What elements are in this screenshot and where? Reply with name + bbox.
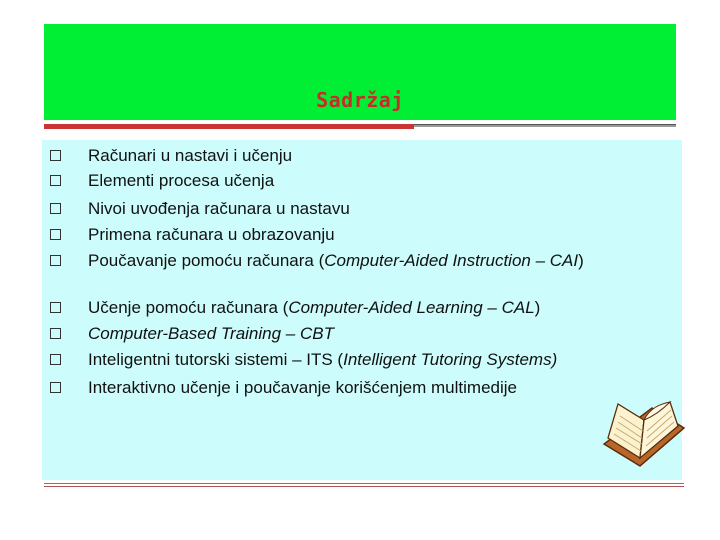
title-accent-rule: [44, 124, 414, 129]
text-segment: Inteligentni tutorski sistemi – ITS (: [88, 350, 344, 369]
list-item-text: [88, 169, 658, 192]
square-bullet-icon: [50, 150, 61, 161]
text-segment: Poučavanje pomoću računara (: [88, 251, 325, 270]
text-segment: ): [578, 251, 584, 270]
italic-text: Computer-Aided Instruction – CAI: [324, 251, 579, 270]
square-bullet-icon: [50, 328, 61, 339]
square-bullet-icon: [50, 382, 61, 393]
text-segment: Elementi procesa učenja: [88, 171, 275, 190]
italic-text: Intelligent Tutoring Systems): [343, 350, 558, 369]
square-bullet-icon: [50, 203, 61, 214]
slide-title: Sadržaj: [316, 88, 404, 112]
list-item-text: [88, 322, 658, 345]
list-item-text: [88, 348, 658, 371]
text-segment: Interaktivno učenje i poučavanje korišćenjem multimedije: [88, 378, 517, 397]
text-segment: Primena računara u obrazovanju: [88, 225, 335, 244]
list-item-text: [88, 144, 658, 167]
open-book-icon: [600, 398, 686, 472]
text-segment: ): [534, 298, 541, 317]
text-segment: Učenje pomoću računara (: [88, 298, 289, 317]
list-item-text: [88, 296, 658, 319]
list-item-text: [88, 197, 658, 220]
text-segment: Nivoi uvođenja računara u nastavu: [88, 199, 350, 218]
list-item-text: [88, 223, 658, 246]
list-item-text: [88, 376, 658, 399]
list-item-text: [88, 249, 658, 272]
bottom-rule: [44, 483, 684, 484]
bottom-accent-rule: [44, 486, 684, 487]
square-bullet-icon: [50, 255, 61, 266]
text-segment: Računari u nastavi i učenju: [88, 146, 293, 165]
square-bullet-icon: [50, 302, 61, 313]
square-bullet-icon: [50, 229, 61, 240]
square-bullet-icon: [50, 354, 61, 365]
italic-text: Computer-Based Training – CBT: [88, 324, 334, 343]
square-bullet-icon: [50, 175, 61, 186]
title-grey-rule: [414, 125, 676, 127]
italic-text: Computer-Aided Learning – CAL: [288, 298, 535, 317]
